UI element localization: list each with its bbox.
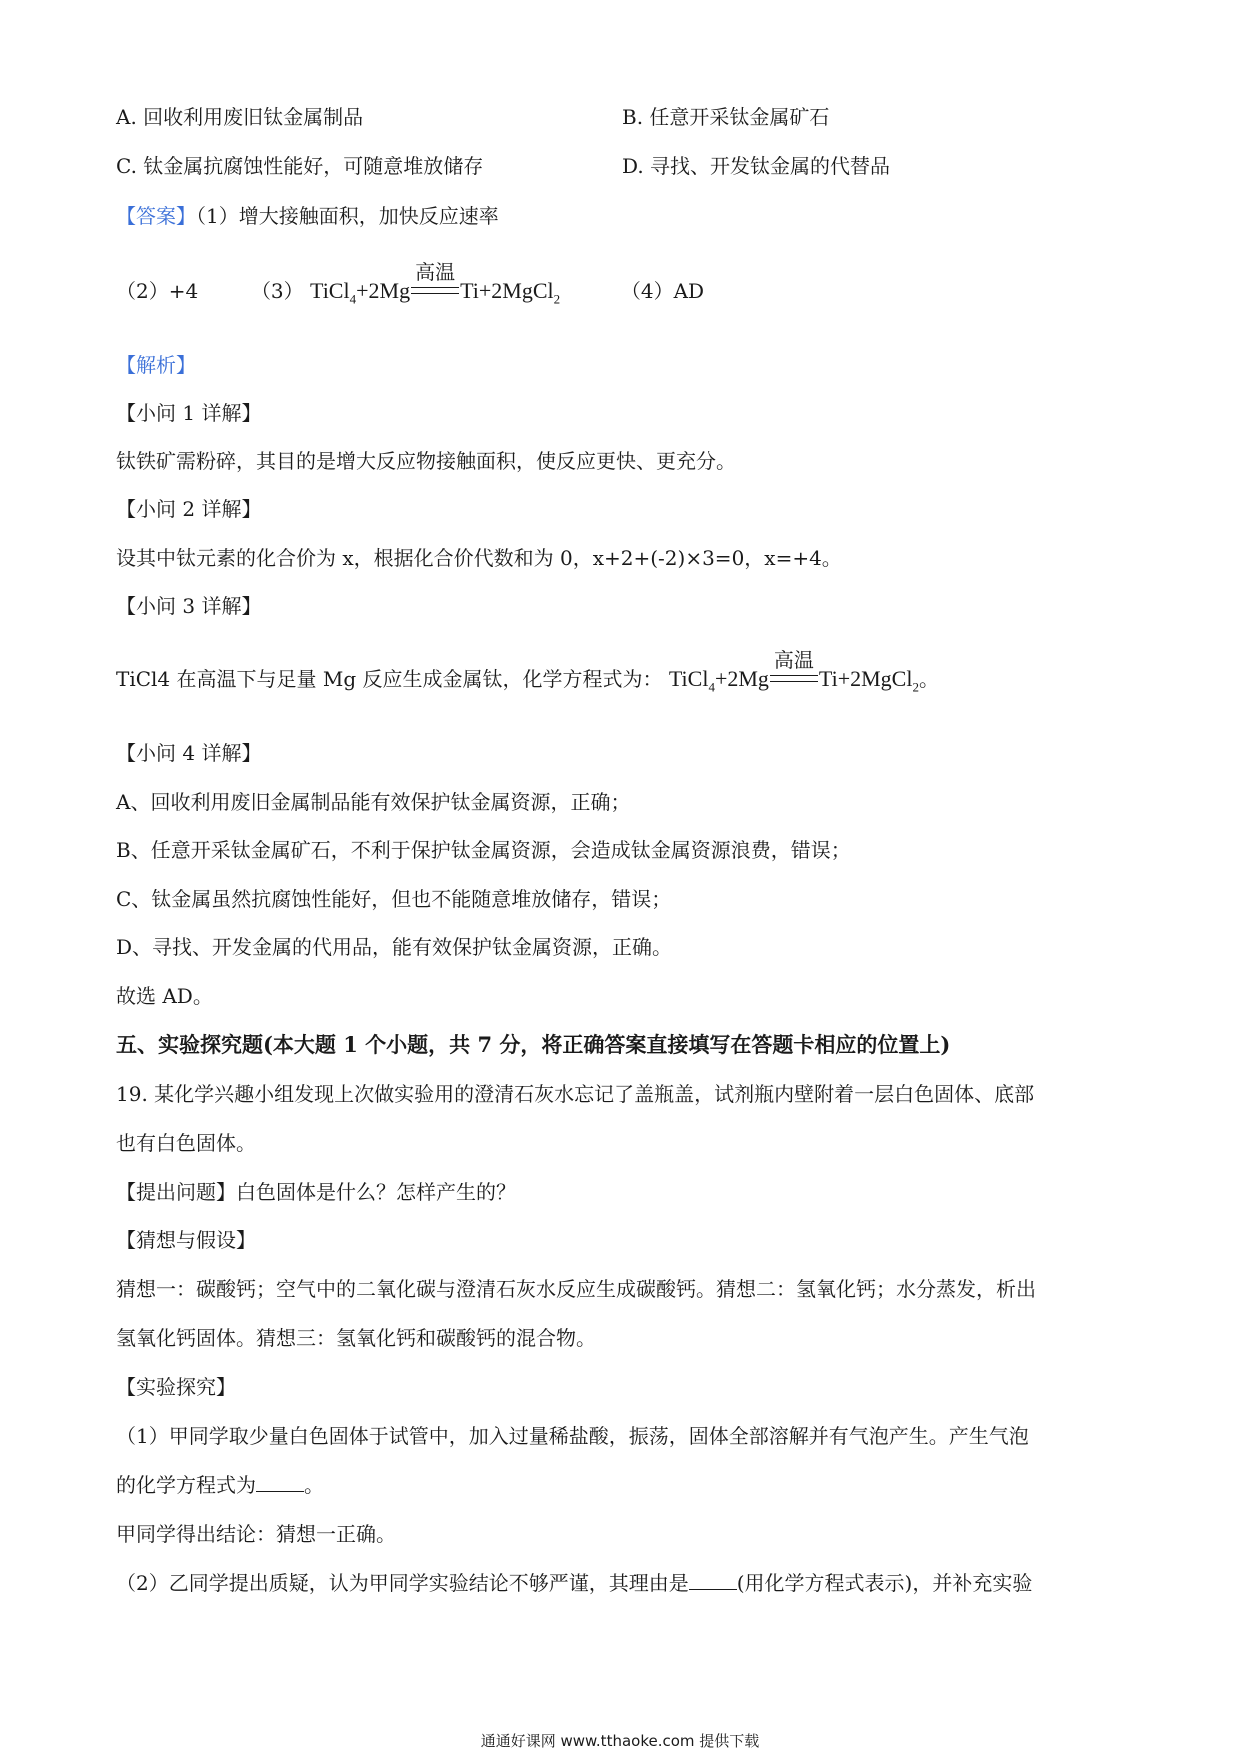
sub4-c: C、钛金属虽然抗腐蚀性能好，但也不能随意堆放储存，错误； bbox=[116, 887, 672, 911]
hypothesis-tag: 【猜想与假设】 bbox=[116, 1228, 256, 1252]
analysis-tag: 【解析】 bbox=[116, 353, 196, 377]
exp1-line2: 的化学方程式为 。 bbox=[116, 1473, 324, 1497]
answer-line-1 bbox=[116, 201, 499, 231]
sub4-title: 【小问 4 详解】 bbox=[116, 741, 262, 765]
answer-equation: TiCl$_4$+2Mg 高温 Ti+2MgCl$_2$ bbox=[310, 260, 561, 307]
sub1-title: 【小问 1 详解】 bbox=[116, 401, 262, 425]
explore-tag: 【实验探究】 bbox=[116, 1375, 236, 1399]
reaction-condition-2: 高温 bbox=[770, 675, 818, 686]
hypothesis-line1: 猜想一：碳酸钙；空气中的二氧化碳与澄清石灰水反应生成碳酸钙。猜想二：氢氧化钙；水分蒸发，析出 bbox=[116, 1277, 1036, 1301]
sub4-a: A、回收利用废旧金属制品能有效保护钛金属资源，正确； bbox=[116, 790, 631, 814]
answer-q4: （4）AD bbox=[620, 279, 705, 303]
section5-heading: 五、实验探究题(本大题 1 个小题，共 7 分，将正确答案直接填写在答题卡相应的位置上) bbox=[116, 1032, 951, 1057]
sub4-b: B、任意开采钛金属矿石，不利于保护钛金属资源，会造成钛金属资源浪费，错误； bbox=[116, 838, 851, 862]
option-b: B. 任意开采钛金属矿石 bbox=[622, 105, 830, 129]
option-c: C. 钛金属抗腐蚀性能好，可随意堆放储存 bbox=[116, 154, 484, 178]
hypothesis-line2: 氢氧化钙固体。猜想三：氢氧化钙和碳酸钙的混合物。 bbox=[116, 1326, 596, 1350]
option-a: A. 回收利用废旧钛金属制品 bbox=[116, 105, 364, 129]
q19-line2: 也有白色固体。 bbox=[116, 1131, 256, 1155]
exp2-line: （2）乙同学提出质疑，认为甲同学实验结论不够严谨，其理由是 (用化学方程式表示)，并补充实验 bbox=[116, 1571, 1033, 1595]
answer-line-2 bbox=[116, 260, 705, 314]
question-tag: 【提出问题】白色固体是什么？怎样产生的？ bbox=[116, 1180, 516, 1204]
answer-q3-label: （3） bbox=[250, 279, 304, 303]
exp1-conclusion: 甲同学得出结论：猜想一正确。 bbox=[116, 1522, 396, 1546]
sub3-text: TiCl4 在高温下与足量 Mg 反应生成金属钛，化学方程式为： bbox=[116, 667, 663, 691]
answer-blank-1[interactable] bbox=[256, 1471, 304, 1492]
sub4-d: D、寻找、开发金属的代用品，能有效保护钛金属资源，正确。 bbox=[116, 935, 673, 959]
answer-q2: （2）+4 bbox=[116, 279, 199, 303]
option-d: D. 寻找、开发钛金属的代替品 bbox=[622, 154, 891, 178]
answer-blank-2[interactable] bbox=[689, 1569, 737, 1590]
sub2-title: 【小问 2 详解】 bbox=[116, 497, 262, 521]
exp1-line1: （1）甲同学取少量白色固体于试管中，加入过量稀盐酸，振荡，固体全部溶解并有气泡产生。产生气泡 bbox=[116, 1424, 1029, 1448]
page-footer: 通通好课网 www.tthaoke.com 提供下载 bbox=[480, 1732, 760, 1750]
sub3-text-line: TiCl4 在高温下与足量 Mg 反应生成金属钛，化学方程式为： TiCl$_4$+2Mg 高温 Ti+2MgCl$_2$。 bbox=[116, 664, 939, 702]
sub2-text: 设其中钛元素的化合价为 x，根据化合价代数和为 0，x+2+(-2)×3=0，x=+4。 bbox=[116, 546, 842, 570]
answer-q1: （1）增大接触面积，加快反应速率 bbox=[196, 204, 499, 228]
sub1-text: 钛铁矿需粉碎，其目的是增大反应物接触面积，使反应更快、更充分。 bbox=[116, 449, 736, 473]
reaction-condition: 高温 bbox=[411, 287, 459, 298]
sub3-title: 【小问 3 详解】 bbox=[116, 594, 262, 618]
analysis-equation: TiCl$_4$+2Mg 高温 Ti+2MgCl$_2$ bbox=[668, 648, 919, 695]
q19-line1: 19. 某化学兴趣小组发现上次做实验用的澄清石灰水忘记了盖瓶盖，试剂瓶内壁附着一层白色固体、底部 bbox=[116, 1082, 1035, 1106]
conclusion: 故选 AD。 bbox=[116, 984, 213, 1008]
answer-tag: 【答案】 bbox=[116, 204, 196, 228]
